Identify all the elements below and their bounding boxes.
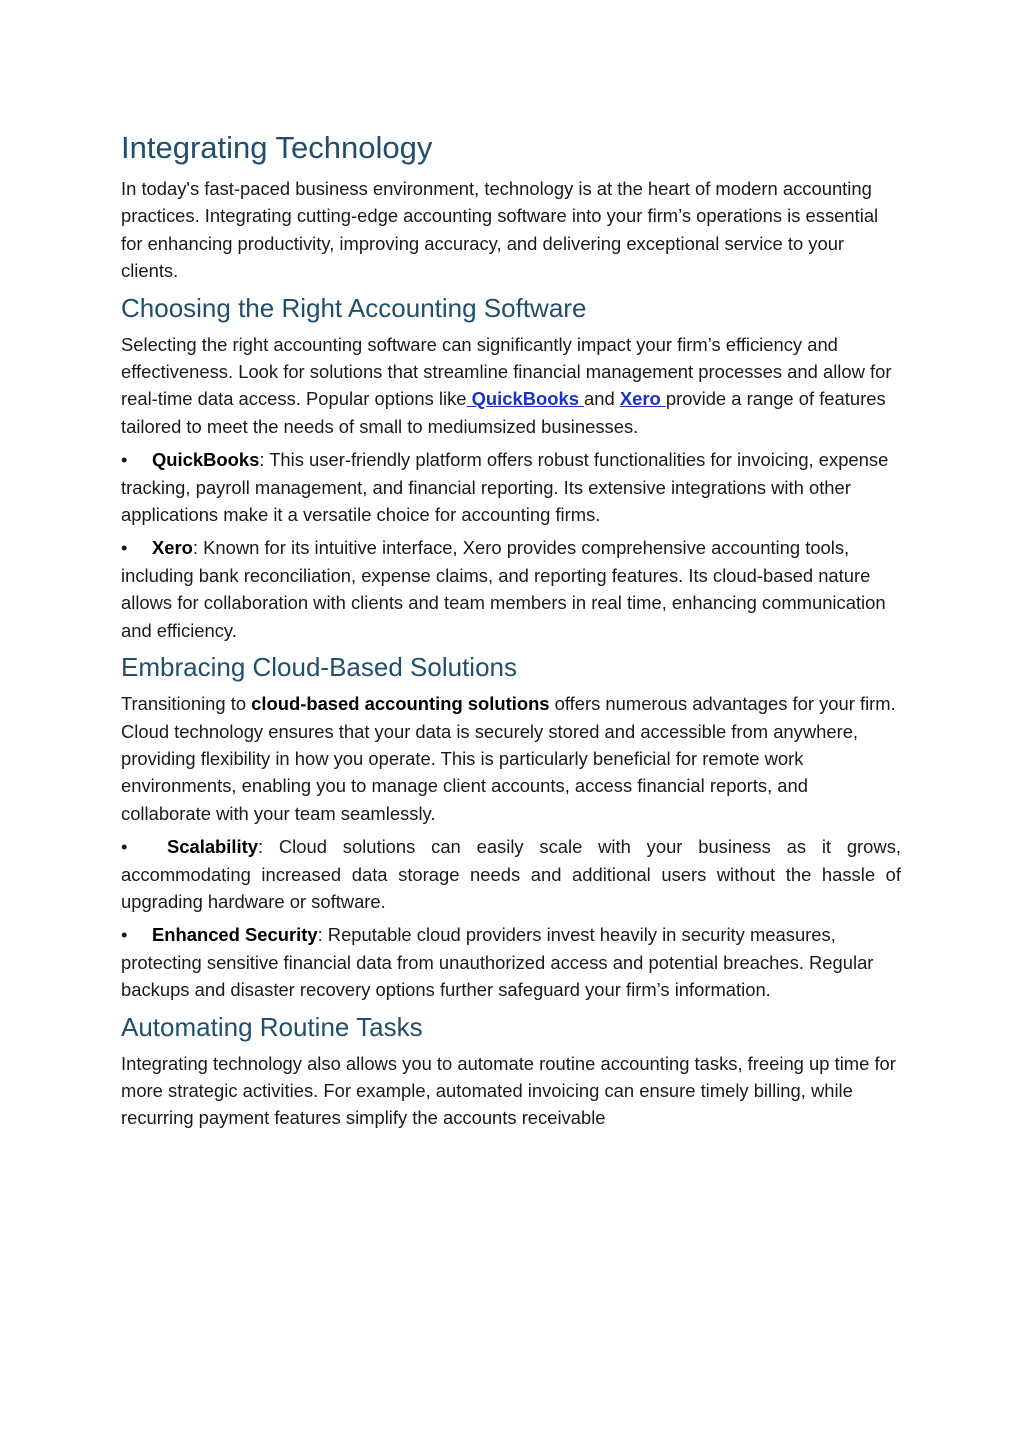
software-paragraph	[121, 331, 901, 441]
bullet-marker: •	[121, 924, 128, 946]
software-text-before: Selecting the right accounting software can significantly impact your firm’s efficiency and effectiveness. Look for solutions that streamline financial management processes and allow for real-time data access. Popular options like	[121, 333, 892, 410]
intro-paragraph: In today's fast-paced business environment, technology is at the heart of modern accounting practices. Integrating cutting-edge accounting software into your firm’s operations is essential for enhancing productivity, improving accuracy, and delivering exceptional service to your clients.	[121, 178, 879, 282]
cloud-text-after: offers numerous advantages for your firm. Cloud technology ensures that your data is securely stored and accessible from anywhere, providing flexibility in how you operate. This is particularly beneficial for remote work environments, enabling you to manage client accounts, access financial reports, and collaborate with your team seamlessly.	[121, 693, 896, 824]
list-item-security	[121, 921, 901, 1003]
bullet-marker: •	[121, 449, 128, 471]
xero-link[interactable]: Xero	[619, 388, 666, 410]
cloud-text-before: Transitioning to	[121, 693, 252, 715]
bullet-text: : Reputable cloud providers invest heavily in security measures, protecting sensitive financial data from unauthorized access and potential breaches. Regular backups and disaster recovery options further safeguard your firm’s information.	[121, 924, 874, 1001]
section-heading-software: Choosing the Right Accounting Software	[121, 292, 587, 323]
quickbooks-link[interactable]: QuickBooks	[466, 388, 585, 410]
software-text-after: provide a range of features tailored to meet the needs of small to mediumsized businesses.	[121, 388, 886, 437]
section-heading-cloud: Embracing Cloud-Based Solutions	[121, 652, 517, 683]
automation-paragraph: Integrating technology also allows you to automate routine accounting tasks, freeing up time for more strategic activities. For example, automated invoicing can ensure timely billing, while recurring payment features simplify the accounts receivable	[121, 1052, 896, 1129]
software-text-and: and	[584, 388, 620, 410]
list-item-quickbooks	[121, 446, 901, 528]
bullet-text: : Known for its intuitive interface, Xero provides comprehensive accounting tools, including bank reconciliation, expense claims, and reporting features. Its cloud-based nature allows for collaboration with clients and team members in real time, enhancing communication and efficiency.	[121, 537, 886, 641]
bullet-term: Xero	[152, 537, 193, 559]
bullet-term: Enhanced Security	[152, 924, 318, 946]
document-page	[121, 128, 901, 1138]
bullet-text: : Cloud solutions can easily scale with your business as it grows, accommodating increased data storage needs and additional users without the hassle of upgrading hardware or software.	[121, 836, 901, 912]
bullet-term: QuickBooks	[152, 449, 260, 471]
bullet-term: Scalability	[167, 836, 258, 858]
bullet-text: : This user-friendly platform offers robust functionalities for invoicing, expense tracking, payroll management, and financial reporting. Its extensive integrations with other applications make it a versatile choice for accounting firms.	[121, 449, 889, 526]
cloud-text-bold: cloud-based accounting solutions	[251, 693, 550, 715]
page-title: Integrating Technology	[121, 130, 433, 165]
list-item-scalability	[121, 833, 901, 915]
bullet-marker: •	[121, 836, 128, 858]
section-heading-automation: Automating Routine Tasks	[121, 1011, 423, 1042]
list-item-xero	[121, 534, 901, 644]
bullet-marker: •	[121, 537, 128, 559]
cloud-paragraph	[121, 690, 901, 827]
